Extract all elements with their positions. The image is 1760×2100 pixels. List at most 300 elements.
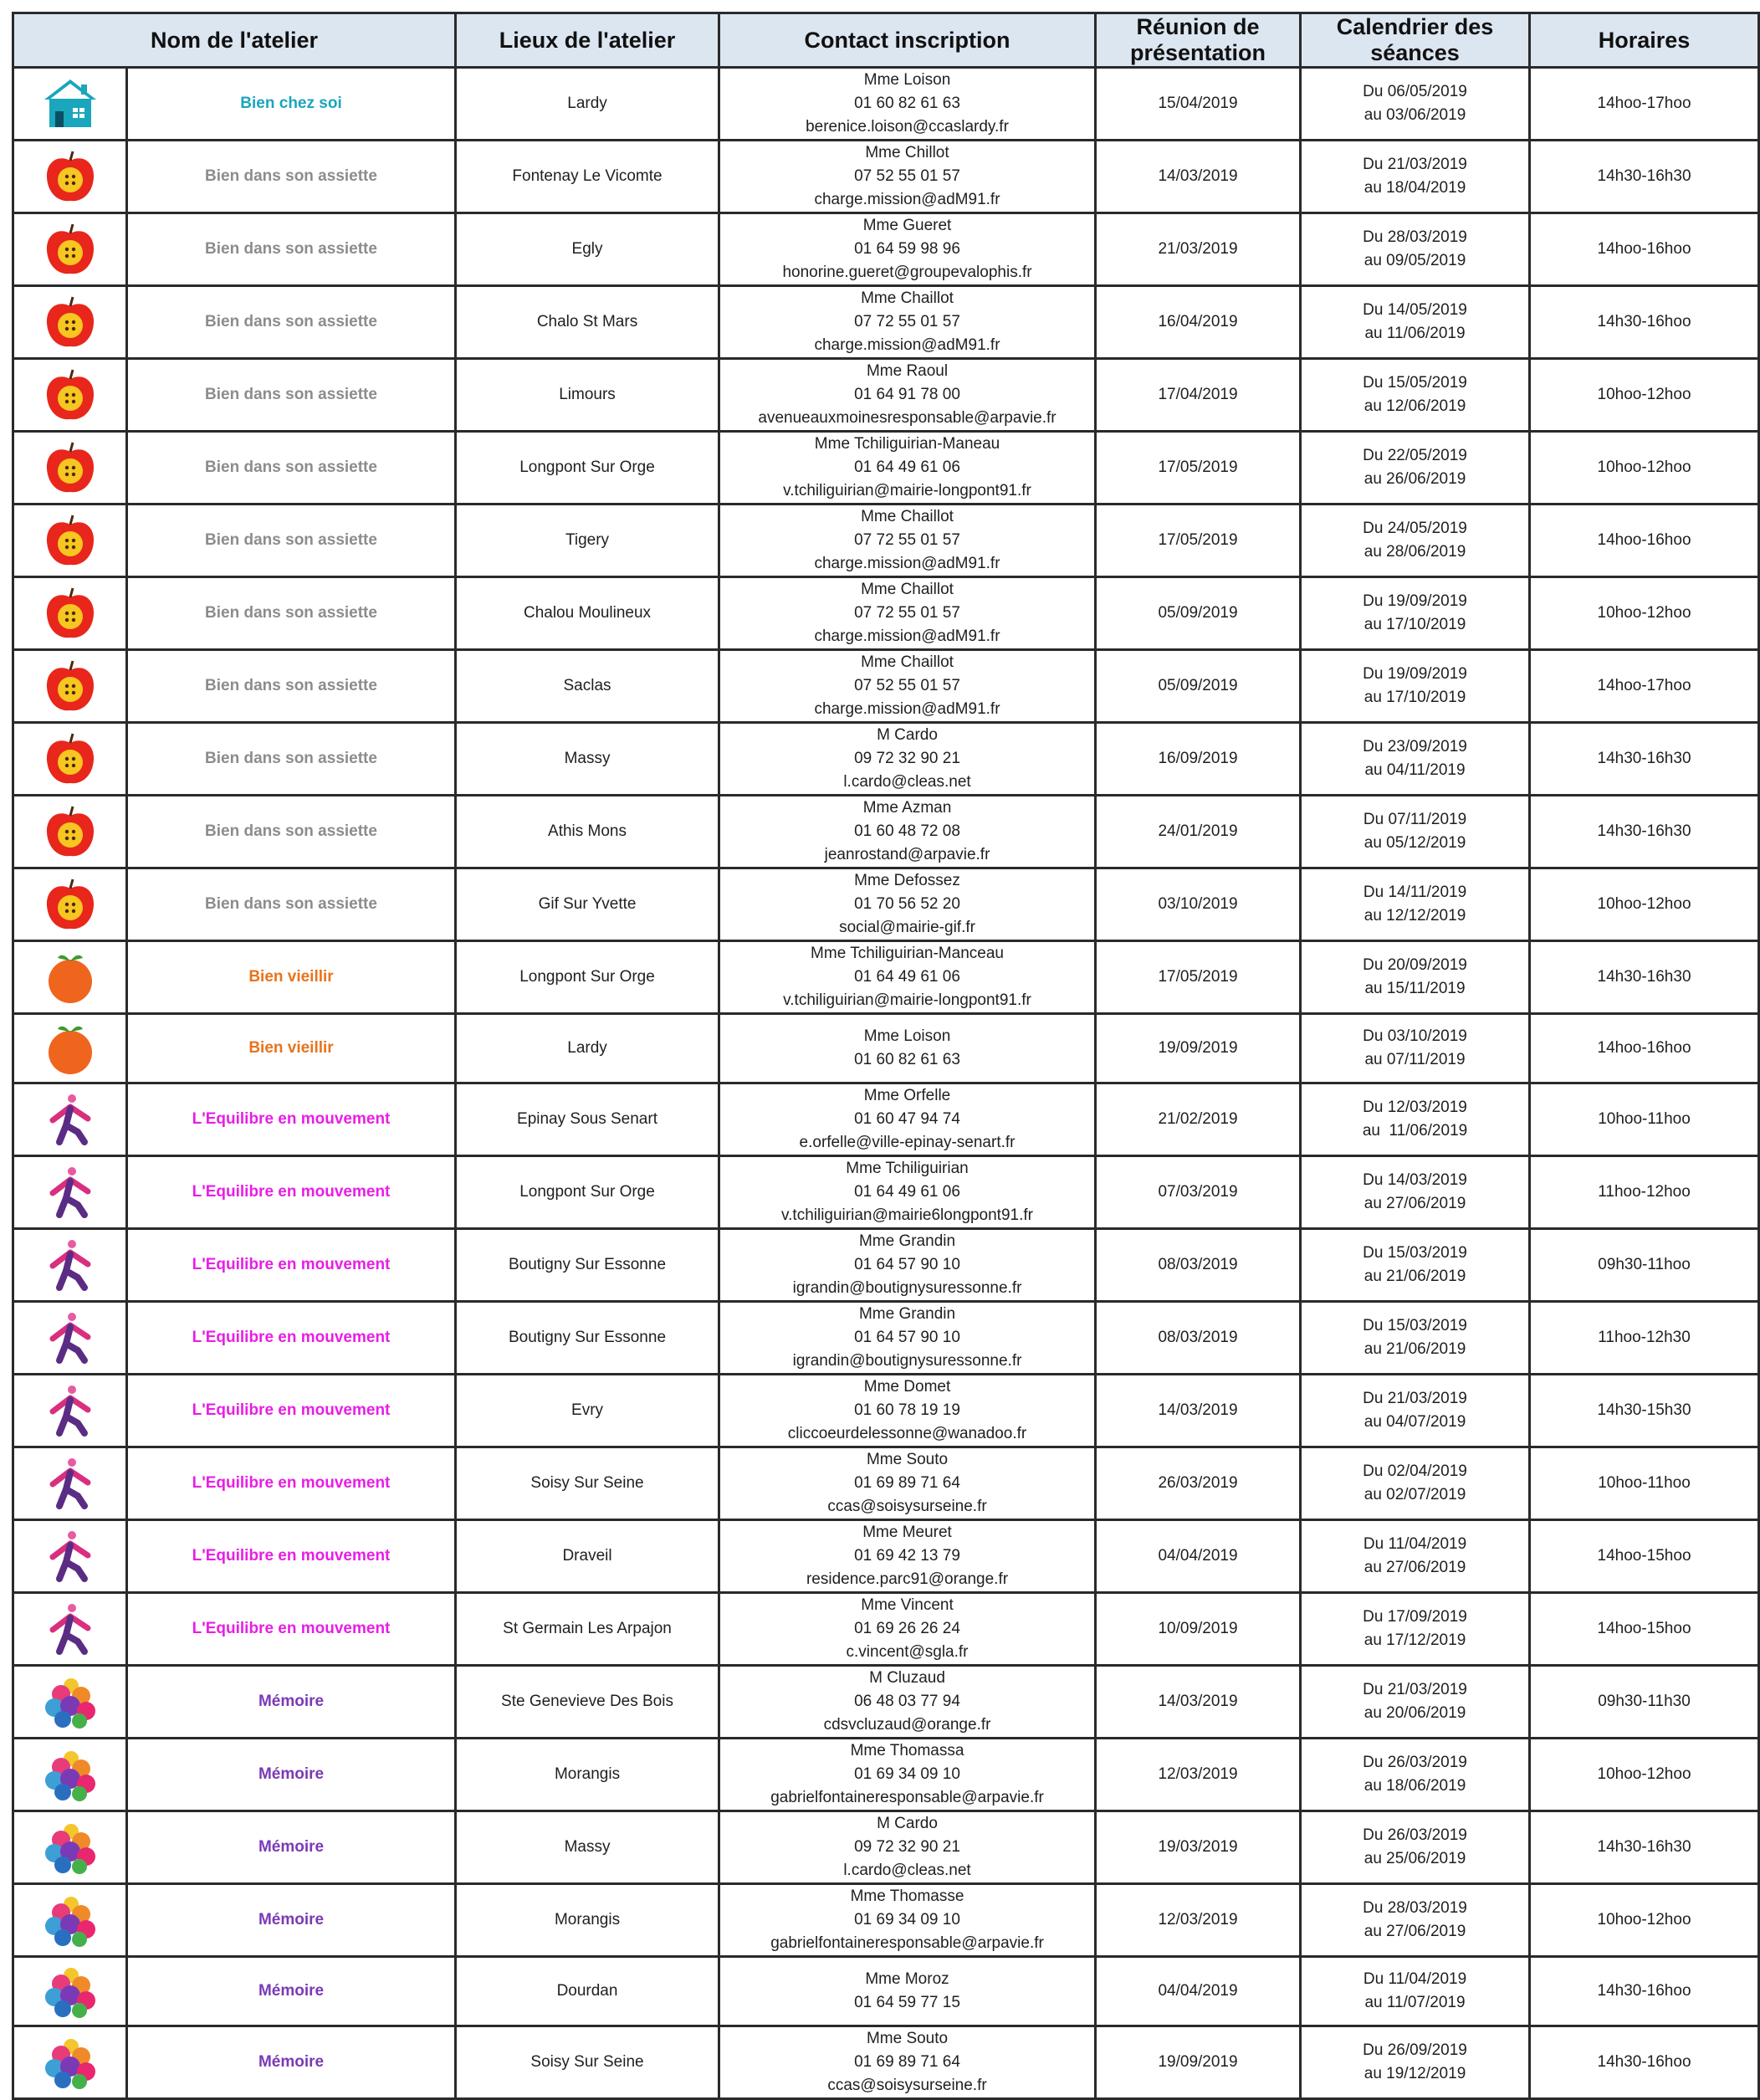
contact-name: Mme Azman	[862, 799, 952, 817]
contact-name: Mme Tchiliguirian-Maneau	[814, 435, 1000, 453]
contact-email: jeanrostand@arpavie.fr	[824, 846, 990, 863]
table-row	[13, 1375, 1759, 1447]
horaires: 11hoo-12hoo	[1530, 1156, 1759, 1229]
contact-email: charge.mission@adM91.fr	[814, 555, 1000, 572]
reunion-date: 19/09/2019	[1096, 1014, 1301, 1083]
table-row	[13, 1666, 1759, 1739]
icon-cell	[13, 359, 127, 432]
workshop-name: Mémoire	[127, 2026, 456, 2099]
calendrier-start: Du 26/03/2019	[1363, 1826, 1467, 1844]
workshop-name: Bien chez soi	[127, 68, 456, 141]
apple-icon	[41, 730, 100, 788]
calendrier-start: Du 14/05/2019	[1363, 301, 1467, 319]
calendrier-start: Du 23/09/2019	[1363, 738, 1467, 755]
contact-email: charge.mission@adM91.fr	[814, 700, 1000, 718]
workshop-location: Tigery	[456, 505, 719, 577]
horaires: 14h30-16hoo	[1530, 286, 1759, 359]
contact-phone: 09 72 32 90 21	[854, 1838, 960, 1856]
contact-email: v.tchiliguirian@mairie-longpont91.fr	[783, 991, 1031, 1009]
calendrier-cell	[1301, 1375, 1530, 1447]
reunion-date: 08/03/2019	[1096, 1302, 1301, 1375]
calendrier-start: Du 28/03/2019	[1363, 1899, 1467, 1917]
icon-cell	[13, 432, 127, 505]
contact-email: ccas@soisysurseine.fr	[827, 1498, 987, 1515]
workshop-name: Mémoire	[127, 1884, 456, 1957]
workshop-location: Longpont Sur Orge	[456, 432, 719, 505]
contact-phone: 01 64 49 61 06	[854, 968, 960, 986]
workshop-name: L'Equilibre en mouvement	[127, 1229, 456, 1302]
calendrier-end: au 11/07/2019	[1364, 1994, 1466, 2011]
calendrier-end: au 04/11/2019	[1364, 761, 1466, 779]
contact-cell	[719, 1447, 1096, 1520]
contact-cell	[719, 141, 1096, 213]
walking-figure-icon	[41, 1309, 100, 1367]
calendrier-start: Du 24/05/2019	[1363, 520, 1467, 537]
contact-phone: 01 60 82 61 63	[854, 95, 960, 112]
reunion-date: 21/03/2019	[1096, 213, 1301, 286]
contact-name: Mme Moroz	[865, 1970, 949, 1988]
icon-cell	[13, 1666, 127, 1739]
calendrier-end: au 17/12/2019	[1363, 1631, 1466, 1649]
workshop-location: Lardy	[456, 1014, 719, 1083]
horaires: 14hoo-17hoo	[1530, 650, 1759, 723]
reunion-date: 19/09/2019	[1096, 2026, 1301, 2099]
contact-phone: 07 52 55 01 57	[854, 677, 960, 694]
workshop-name: Bien dans son assiette	[127, 650, 456, 723]
contact-cell	[719, 1014, 1096, 1083]
icon-cell	[13, 1083, 127, 1156]
apple-icon	[41, 147, 100, 206]
contact-phone: 01 69 34 09 10	[854, 1765, 960, 1783]
workshop-name: Bien vieillir	[127, 941, 456, 1014]
contact-name: Mme Grandin	[858, 1305, 956, 1323]
reunion-date: 19/03/2019	[1096, 1811, 1301, 1884]
workshop-name: Bien dans son assiette	[127, 577, 456, 650]
calendrier-start: Du 15/05/2019	[1363, 374, 1467, 392]
workshop-location: Massy	[456, 723, 719, 796]
contact-name: Mme Chaillot	[861, 581, 954, 598]
calendrier-start: Du 14/11/2019	[1363, 884, 1467, 901]
calendrier-cell	[1301, 577, 1530, 650]
calendrier-cell	[1301, 1884, 1530, 1957]
calendrier-cell	[1301, 68, 1530, 141]
contact-phone: 01 64 49 61 06	[854, 458, 960, 476]
table-row	[13, 141, 1759, 213]
apple-icon	[41, 657, 100, 715]
calendrier-end: au 17/10/2019	[1363, 689, 1466, 706]
workshop-name: Bien dans son assiette	[127, 213, 456, 286]
calendrier-cell	[1301, 1520, 1530, 1593]
reunion-date: 21/02/2019	[1096, 1083, 1301, 1156]
contact-phone: 01 64 59 77 15	[854, 1994, 960, 2011]
horaires: 14h30-16h30	[1530, 1811, 1759, 1884]
horaires: 14hoo-16hoo	[1530, 505, 1759, 577]
icon-cell	[13, 1520, 127, 1593]
contact-cell	[719, 359, 1096, 432]
horaires: 14hoo-15hoo	[1530, 1593, 1759, 1666]
horaires: 10hoo-12hoo	[1530, 1739, 1759, 1811]
calendrier-cell	[1301, 723, 1530, 796]
contact-email: social@mairie-gif.fr	[839, 919, 975, 936]
walking-figure-icon	[41, 1381, 100, 1440]
workshop-location: Chalo St Mars	[456, 286, 719, 359]
table-row	[13, 1739, 1759, 1811]
workshop-name: L'Equilibre en mouvement	[127, 1520, 456, 1593]
walking-figure-icon	[41, 1527, 100, 1585]
contact-cell	[719, 1229, 1096, 1302]
contact-name: Mme Thomassa	[850, 1742, 964, 1759]
memory-dots-icon	[41, 1962, 100, 2021]
contact-name: Mme Chillot	[865, 144, 949, 161]
calendrier-start: Du 21/03/2019	[1363, 1681, 1467, 1698]
contact-name: Mme Souto	[866, 2030, 949, 2047]
table-row	[13, 868, 1759, 941]
icon-cell	[13, 941, 127, 1014]
icon-cell	[13, 1014, 127, 1083]
reunion-date: 24/01/2019	[1096, 796, 1301, 868]
calendrier-end: au 27/06/2019	[1363, 1923, 1466, 1940]
table-row	[13, 1014, 1759, 1083]
contact-email: charge.mission@adM91.fr	[814, 627, 1000, 645]
calendrier-start: Du 22/05/2019	[1363, 447, 1467, 464]
orange-icon	[41, 1019, 100, 1078]
reunion-date: 04/04/2019	[1096, 1957, 1301, 2026]
workshop-name: L'Equilibre en mouvement	[127, 1375, 456, 1447]
workshop-location: Soisy Sur Seine	[456, 1447, 719, 1520]
calendrier-end: au 18/06/2019	[1363, 1777, 1466, 1795]
header-reunion: Réunion de présentation	[1096, 13, 1301, 68]
contact-name: Mme Tchiliguirian	[846, 1160, 969, 1177]
icon-cell	[13, 1302, 127, 1375]
workshop-table-sheet	[12, 12, 1757, 2094]
table-row	[13, 1156, 1759, 1229]
header-contact: Contact inscription	[719, 13, 1096, 68]
icon-cell	[13, 1884, 127, 1957]
contact-cell	[719, 2026, 1096, 2099]
table-row	[13, 505, 1759, 577]
workshop-location: Draveil	[456, 1520, 719, 1593]
contact-email: igrandin@boutignysuressonne.fr	[792, 1279, 1022, 1297]
calendrier-start: Du 15/03/2019	[1363, 1244, 1467, 1262]
table-row	[13, 432, 1759, 505]
header-row	[13, 13, 1759, 68]
contact-name: M Cardo	[877, 1815, 938, 1832]
header-horaires: Horaires	[1530, 13, 1759, 68]
contact-email: cliccoeurdelessonne@wanadoo.fr	[787, 1425, 1027, 1442]
table-row	[13, 1302, 1759, 1375]
calendrier-end: au 26/06/2019	[1363, 470, 1466, 488]
calendrier-cell	[1301, 1447, 1530, 1520]
workshop-location: Longpont Sur Orge	[456, 1156, 719, 1229]
icon-cell	[13, 68, 127, 141]
calendrier-end: au 05/12/2019	[1363, 834, 1466, 852]
contact-cell	[719, 1957, 1096, 2026]
horaires: 14hoo-15hoo	[1530, 1520, 1759, 1593]
contact-cell	[719, 1884, 1096, 1957]
table-row	[13, 650, 1759, 723]
calendrier-cell	[1301, 650, 1530, 723]
calendrier-cell	[1301, 1593, 1530, 1666]
workshop-name: Bien dans son assiette	[127, 286, 456, 359]
table-row	[13, 796, 1759, 868]
icon-cell	[13, 1229, 127, 1302]
table-row	[13, 1447, 1759, 1520]
workshop-location: Fontenay Le Vicomte	[456, 141, 719, 213]
contact-cell	[719, 1520, 1096, 1593]
house-icon	[41, 74, 100, 133]
contact-cell	[719, 1739, 1096, 1811]
workshop-name: L'Equilibre en mouvement	[127, 1302, 456, 1375]
table-row	[13, 68, 1759, 141]
memory-dots-icon	[41, 1891, 100, 1949]
horaires: 14h30-16h30	[1530, 941, 1759, 1014]
table-row	[13, 1957, 1759, 2026]
workshop-location: Limours	[456, 359, 719, 432]
contact-cell	[719, 1593, 1096, 1666]
contact-email: avenueauxmoinesresponsable@arpavie.fr	[758, 409, 1057, 427]
apple-icon	[41, 438, 100, 497]
contact-phone: 01 64 57 90 10	[854, 1256, 960, 1273]
icon-cell	[13, 577, 127, 650]
workshop-location: Morangis	[456, 1739, 719, 1811]
calendrier-start: Du 11/04/2019	[1363, 1970, 1467, 1988]
contact-name: Mme Grandin	[858, 1232, 956, 1250]
contact-phone: 07 52 55 01 57	[854, 167, 960, 185]
icon-cell	[13, 2026, 127, 2099]
reunion-date: 15/04/2019	[1096, 68, 1301, 141]
workshop-name: L'Equilibre en mouvement	[127, 1447, 456, 1520]
horaires: 14h30-16hoo	[1530, 2026, 1759, 2099]
reunion-date: 17/05/2019	[1096, 941, 1301, 1014]
apple-icon	[41, 802, 100, 861]
workshop-location: Lardy	[456, 68, 719, 141]
contact-email: l.cardo@cleas.net	[843, 1862, 971, 1879]
horaires: 09h30-11hoo	[1530, 1229, 1759, 1302]
calendrier-start: Du 21/03/2019	[1363, 1390, 1467, 1407]
contact-email: charge.mission@adM91.fr	[814, 191, 1000, 208]
contact-phone: 01 70 56 52 20	[854, 895, 960, 913]
contact-name: Mme Chaillot	[861, 508, 954, 525]
workshop-name: Mémoire	[127, 1811, 456, 1884]
calendrier-cell	[1301, 2026, 1530, 2099]
horaires: 10hoo-12hoo	[1530, 868, 1759, 941]
contact-email: gabrielfontaineresponsable@arpavie.fr	[770, 1789, 1044, 1806]
horaires: 14h30-15h30	[1530, 1375, 1759, 1447]
calendrier-start: Du 11/04/2019	[1363, 1535, 1467, 1553]
workshop-name: L'Equilibre en mouvement	[127, 1083, 456, 1156]
memory-dots-icon	[41, 2033, 100, 2092]
memory-dots-icon	[41, 1672, 100, 1731]
calendrier-cell	[1301, 213, 1530, 286]
workshop-table	[12, 12, 1760, 2100]
calendrier-start: Du 06/05/2019	[1363, 83, 1467, 100]
calendrier-end: au 28/06/2019	[1363, 543, 1466, 561]
contact-phone: 01 60 78 19 19	[854, 1401, 960, 1419]
contact-cell	[719, 868, 1096, 941]
walking-figure-icon	[41, 1236, 100, 1294]
workshop-name: Bien dans son assiette	[127, 868, 456, 941]
reunion-date: 14/03/2019	[1096, 141, 1301, 213]
contact-email: honorine.gueret@groupevalophis.fr	[782, 264, 1032, 281]
contact-cell	[719, 577, 1096, 650]
contact-cell	[719, 68, 1096, 141]
horaires: 14hoo-17hoo	[1530, 68, 1759, 141]
icon-cell	[13, 1811, 127, 1884]
contact-cell	[719, 286, 1096, 359]
contact-email: l.cardo@cleas.net	[843, 773, 971, 791]
reunion-date: 17/05/2019	[1096, 432, 1301, 505]
contact-name: Mme Raoul	[866, 362, 949, 380]
reunion-date: 16/09/2019	[1096, 723, 1301, 796]
workshop-location: Epinay Sous Senart	[456, 1083, 719, 1156]
apple-icon	[41, 366, 100, 424]
calendrier-start: Du 26/09/2019	[1363, 2041, 1467, 2059]
calendrier-end: au 21/06/2019	[1363, 1268, 1466, 1285]
workshop-name: Bien dans son assiette	[127, 796, 456, 868]
calendrier-end: au 12/12/2019	[1363, 907, 1466, 925]
header-nom: Nom de l'atelier	[13, 13, 456, 68]
calendrier-start: Du 15/03/2019	[1363, 1317, 1467, 1334]
workshop-location: Egly	[456, 213, 719, 286]
walking-figure-icon	[41, 1090, 100, 1149]
calendrier-end: au 03/06/2019	[1363, 106, 1466, 124]
calendrier-cell	[1301, 1811, 1530, 1884]
calendrier-start: Du 19/09/2019	[1363, 592, 1467, 610]
contact-email: igrandin@boutignysuressonne.fr	[792, 1352, 1022, 1370]
icon-cell	[13, 868, 127, 941]
calendrier-end: au 27/06/2019	[1363, 1195, 1466, 1212]
contact-name: Mme Loison	[863, 71, 951, 89]
contact-name: Mme Meuret	[862, 1524, 952, 1541]
calendrier-cell	[1301, 1014, 1530, 1083]
table-row	[13, 1811, 1759, 1884]
table-row	[13, 1083, 1759, 1156]
contact-cell	[719, 1083, 1096, 1156]
calendrier-start: Du 17/09/2019	[1363, 1608, 1467, 1626]
table-row	[13, 1229, 1759, 1302]
contact-name: Mme Chaillot	[861, 289, 954, 307]
contact-name: Mme Tchiliguirian-Manceau	[811, 945, 1004, 962]
workshop-location: Massy	[456, 1811, 719, 1884]
calendrier-end: au 11/06/2019	[1362, 1122, 1468, 1140]
calendrier-cell	[1301, 868, 1530, 941]
reunion-date: 17/05/2019	[1096, 505, 1301, 577]
icon-cell	[13, 1375, 127, 1447]
contact-cell	[719, 505, 1096, 577]
reunion-date: 07/03/2019	[1096, 1156, 1301, 1229]
calendrier-start: Du 21/03/2019	[1363, 156, 1467, 173]
contact-name: Mme Domet	[863, 1378, 951, 1396]
workshop-name: Bien vieillir	[127, 1014, 456, 1083]
icon-cell	[13, 1957, 127, 2026]
calendrier-start: Du 03/10/2019	[1363, 1027, 1467, 1045]
header-calendrier: Calendrier des séances	[1301, 13, 1530, 68]
contact-cell	[719, 1156, 1096, 1229]
reunion-date: 12/03/2019	[1096, 1884, 1301, 1957]
calendrier-cell	[1301, 1229, 1530, 1302]
table-row	[13, 1593, 1759, 1666]
contact-name: Mme Defossez	[854, 872, 960, 889]
reunion-date: 17/04/2019	[1096, 359, 1301, 432]
workshop-name: Bien dans son assiette	[127, 359, 456, 432]
contact-name: Mme Souto	[866, 1451, 949, 1468]
contact-cell	[719, 213, 1096, 286]
calendrier-end: au 25/06/2019	[1363, 1850, 1466, 1867]
table-row	[13, 213, 1759, 286]
contact-phone: 01 69 42 13 79	[854, 1547, 960, 1565]
calendrier-cell	[1301, 796, 1530, 868]
apple-icon	[41, 584, 100, 643]
calendrier-end: au 20/06/2019	[1363, 1704, 1466, 1722]
horaires: 14h30-16h30	[1530, 141, 1759, 213]
memory-dots-icon	[41, 1745, 100, 1804]
header-lieux: Lieux de l'atelier	[456, 13, 719, 68]
table-row	[13, 1520, 1759, 1593]
calendrier-start: Du 12/03/2019	[1363, 1099, 1467, 1116]
contact-email: e.orfelle@ville-epinay-senart.fr	[799, 1134, 1016, 1151]
icon-cell	[13, 286, 127, 359]
contact-cell	[719, 1302, 1096, 1375]
contact-phone: 07 72 55 01 57	[854, 531, 960, 549]
contact-phone: 01 64 49 61 06	[854, 1183, 960, 1201]
contact-phone: 01 64 57 90 10	[854, 1329, 960, 1346]
walking-figure-icon	[41, 1454, 100, 1513]
workshop-location: Gif Sur Yvette	[456, 868, 719, 941]
calendrier-end: au 27/06/2019	[1363, 1559, 1466, 1576]
workshop-name: L'Equilibre en mouvement	[127, 1593, 456, 1666]
table-row	[13, 941, 1759, 1014]
icon-cell	[13, 213, 127, 286]
calendrier-start: Du 14/03/2019	[1363, 1171, 1467, 1189]
workshop-location: Chalou Moulineux	[456, 577, 719, 650]
contact-email: c.vincent@sgla.fr	[846, 1643, 969, 1661]
calendrier-start: Du 19/09/2019	[1363, 665, 1467, 683]
contact-phone: 07 72 55 01 57	[854, 313, 960, 330]
contact-email: v.tchiliguirian@mairie-longpont91.fr	[783, 482, 1031, 499]
apple-icon	[41, 220, 100, 279]
workshop-location: Athis Mons	[456, 796, 719, 868]
contact-email: berenice.loison@ccaslardy.fr	[806, 118, 1009, 136]
horaires: 14h30-16hoo	[1530, 1957, 1759, 2026]
contact-phone: 07 72 55 01 57	[854, 604, 960, 622]
contact-name: Mme Vincent	[861, 1596, 954, 1614]
contact-phone: 06 48 03 77 94	[854, 1693, 960, 1710]
horaires: 10hoo-11hoo	[1530, 1447, 1759, 1520]
calendrier-start: Du 07/11/2019	[1363, 811, 1467, 828]
calendrier-cell	[1301, 432, 1530, 505]
reunion-date: 08/03/2019	[1096, 1229, 1301, 1302]
table-row	[13, 577, 1759, 650]
horaires: 09h30-11h30	[1530, 1666, 1759, 1739]
reunion-date: 10/09/2019	[1096, 1593, 1301, 1666]
reunion-date: 05/09/2019	[1096, 577, 1301, 650]
contact-phone: 01 69 89 71 64	[854, 1474, 960, 1492]
calendrier-cell	[1301, 359, 1530, 432]
calendrier-cell	[1301, 1666, 1530, 1739]
reunion-date: 16/04/2019	[1096, 286, 1301, 359]
horaires: 10hoo-12hoo	[1530, 359, 1759, 432]
contact-email: residence.parc91@orange.fr	[806, 1570, 1009, 1588]
workshop-name: Bien dans son assiette	[127, 141, 456, 213]
horaires: 10hoo-12hoo	[1530, 577, 1759, 650]
table-row	[13, 286, 1759, 359]
calendrier-end: au 15/11/2019	[1364, 980, 1466, 997]
horaires: 14h30-16h30	[1530, 723, 1759, 796]
contact-cell	[719, 650, 1096, 723]
contact-phone: 01 60 82 61 63	[854, 1051, 960, 1068]
table-row	[13, 1884, 1759, 1957]
reunion-date: 14/03/2019	[1096, 1375, 1301, 1447]
